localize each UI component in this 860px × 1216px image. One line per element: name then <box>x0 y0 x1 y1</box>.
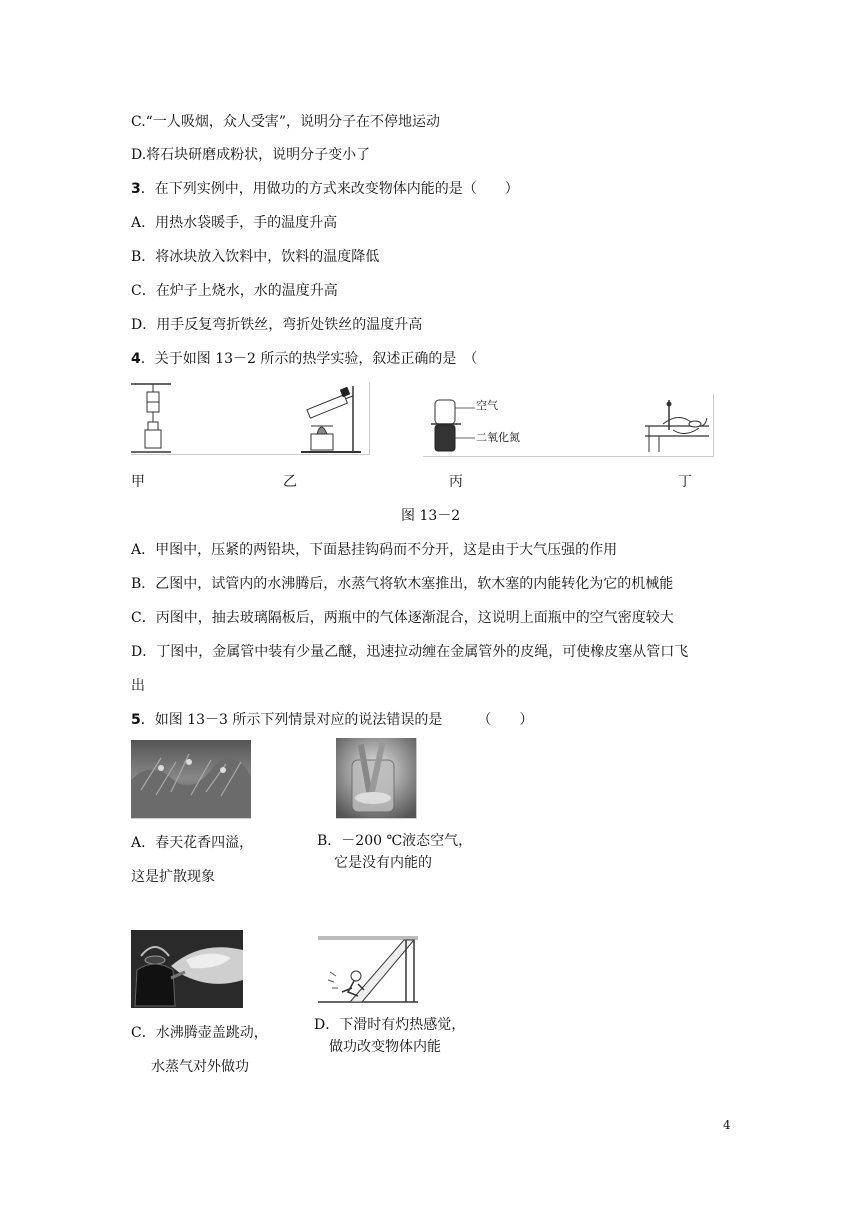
q4-number: 4 <box>131 351 141 367</box>
liquid-air-photo <box>336 738 417 819</box>
q3-option-d: D．用手反复弯折铁丝，弯折处铁丝的温度升高 <box>131 317 423 333</box>
q4-stem <box>131 350 477 368</box>
q5-option-c-line1: C．水沸腾壶盖跳动， <box>131 1025 268 1041</box>
q4-stem-text: ．关于如图 13－2 所示的热学实验，叙述正确的是 （ <box>140 351 478 367</box>
boiling-kettle-photo <box>131 930 243 1008</box>
page-number: 4 <box>723 1118 731 1132</box>
q5-option-d-line2: 做功改变物体内能 <box>329 1039 441 1055</box>
q5-option-a-line1: A．春天花香四溢， <box>131 835 254 851</box>
q5-option-a-line2: 这是扩散现象 <box>131 869 215 885</box>
fig-label-jia: 甲 <box>131 474 145 490</box>
q4-option-d-line2: 出 <box>131 678 145 694</box>
q3-stem-text: ．在下列实例中，用做功的方式来改变物体内能的是（ ） <box>140 181 519 197</box>
figure-13-2-right-panel <box>423 394 714 457</box>
q5-number: 5 <box>131 712 141 728</box>
q2-option-d: D.将石块研磨成粉状，说明分子变小了 <box>131 147 371 163</box>
figure-caption-13-2: 图 13－2 <box>401 508 461 524</box>
flowers-photo <box>131 740 251 819</box>
figure-13-2-left-panel <box>131 382 370 455</box>
q4-option-b: B．乙图中，试管内的水沸腾后，水蒸气将软木塞推出，软木塞的内能转化为它的机械能 <box>131 576 674 592</box>
fig-label-nitrogen-dioxide: 二氧化氮 <box>476 431 520 444</box>
q5-stem <box>131 711 533 729</box>
q5-option-b-line1: B．－200 ℃液态空气， <box>317 833 473 849</box>
q3-option-b: B．将冰块放入饮料中，饮料的温度降低 <box>131 249 380 265</box>
fig-label-air: 空气 <box>476 399 498 412</box>
q4-option-d-line1: D．丁图中，金属管中装有少量乙醚，迅速拉动缠在金属管外的皮绳，可使橡皮塞从管口飞 <box>131 644 689 660</box>
q5-option-d-line1: D．下滑时有灼热感觉， <box>314 1017 466 1033</box>
gas-jars-and-metal-tube-illustration <box>423 394 713 456</box>
q3-option-c: C．在炉子上烧水，水的温度升高 <box>131 283 338 299</box>
q5-option-c-line2: 水蒸气对外做功 <box>151 1059 249 1075</box>
q3-number: 3 <box>131 181 141 197</box>
fig-label-ding: 丁 <box>678 474 692 490</box>
q4-option-a: A．甲图中，压紧的两铅块，下面悬挂钩码而不分开，这是由于大气压强的作用 <box>131 542 618 558</box>
lead-blocks-and-test-tube-illustration <box>131 382 369 454</box>
q5-option-b-line2: 它是没有内能的 <box>334 855 432 871</box>
slide-cartoon <box>318 932 418 1008</box>
q3-option-a: A．用热水袋暖手，手的温度升高 <box>131 215 338 231</box>
q2-option-c: C.“一人吸烟，众人受害”，说明分子在不停地运动 <box>131 114 440 130</box>
fig-label-yi: 乙 <box>283 474 297 490</box>
q4-option-c: C．丙图中，抽去玻璃隔板后，两瓶中的气体逐渐混合，这说明上面瓶中的空气密度较大 <box>131 610 674 626</box>
q3-stem <box>131 180 519 198</box>
q5-stem-text: ．如图 13－3 所示下列情景对应的说法错误的是 （ ） <box>140 712 534 728</box>
fig-label-bing: 丙 <box>449 474 463 490</box>
